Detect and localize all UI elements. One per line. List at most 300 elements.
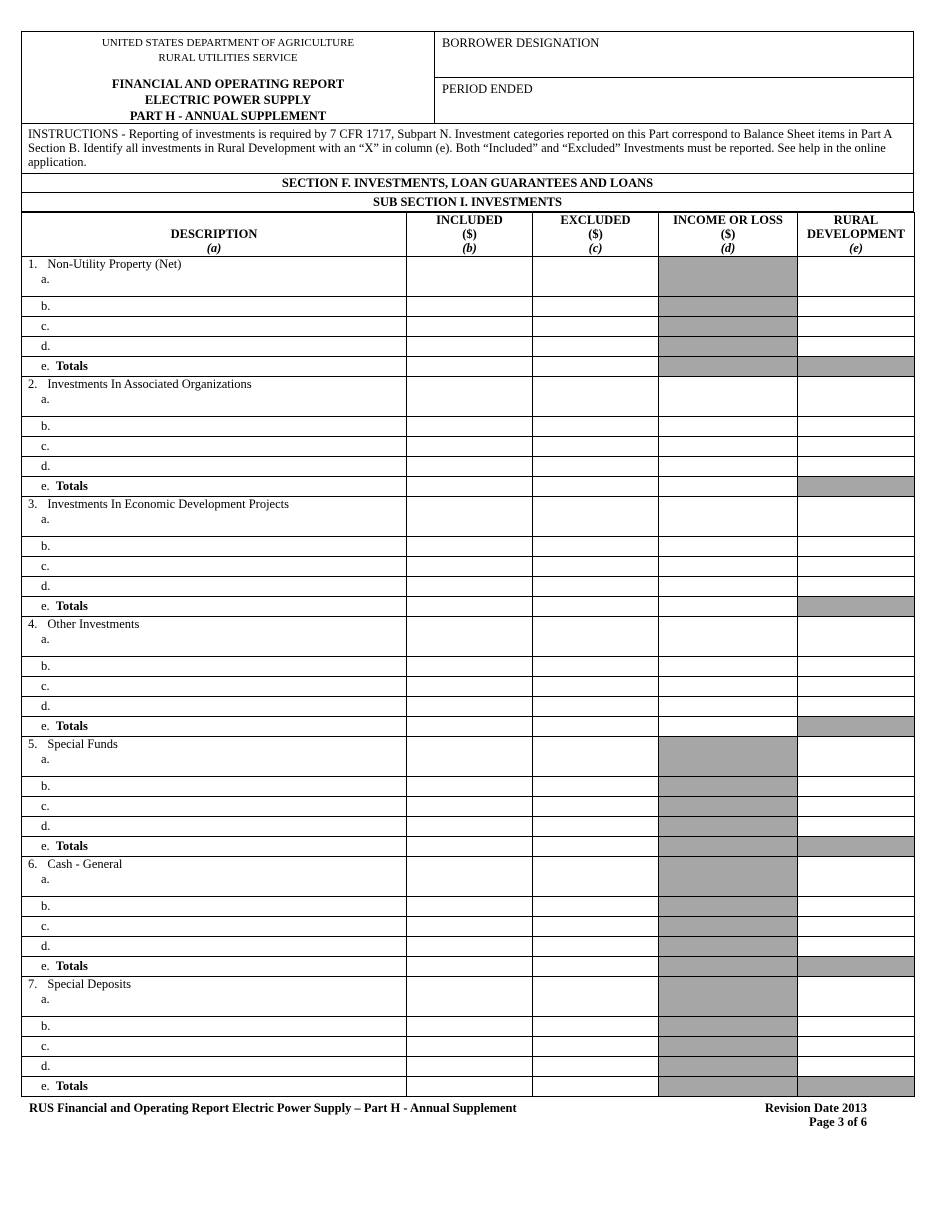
rural-input-cell[interactable] xyxy=(798,937,915,957)
table-row xyxy=(22,817,915,837)
table-row xyxy=(22,457,915,477)
group-title-text: Non-Utility Property (Net) xyxy=(47,257,182,271)
investments-table xyxy=(21,212,915,1097)
income-input-cell[interactable] xyxy=(659,597,798,617)
table-row xyxy=(22,897,915,917)
excluded-input-cell[interactable] xyxy=(533,817,659,837)
table-row xyxy=(22,597,915,617)
row-description xyxy=(22,1017,407,1037)
excluded-input-cell[interactable] xyxy=(533,937,659,957)
row-description xyxy=(22,557,407,577)
rural-input-cell[interactable] xyxy=(798,857,915,897)
included-input-cell[interactable] xyxy=(407,557,533,577)
rural-input-cell[interactable] xyxy=(798,317,915,337)
period-ended-field[interactable] xyxy=(435,78,913,123)
income-input-cell[interactable] xyxy=(659,417,798,437)
included-input-cell[interactable] xyxy=(407,957,533,977)
row-letter: b. xyxy=(41,779,51,793)
rural-input-cell[interactable] xyxy=(798,677,915,697)
rural-input-cell[interactable] xyxy=(798,417,915,437)
included-input-cell[interactable] xyxy=(407,817,533,837)
excluded-input-cell[interactable] xyxy=(533,317,659,337)
row-description xyxy=(22,937,407,957)
excluded-input-cell[interactable] xyxy=(533,497,659,537)
table-row xyxy=(22,1077,915,1097)
group-number: 2. xyxy=(28,377,38,391)
rural-input-cell[interactable] xyxy=(798,697,915,717)
excluded-input-cell[interactable] xyxy=(533,857,659,897)
rural-input-cell[interactable] xyxy=(798,1057,915,1077)
income-cell-shaded xyxy=(659,1017,798,1037)
col-income-unit: ($) xyxy=(720,227,736,241)
row-letter: e. xyxy=(41,479,50,493)
row-letter: c. xyxy=(41,919,50,933)
row-letter: e. xyxy=(41,959,50,973)
excluded-input-cell[interactable] xyxy=(533,677,659,697)
excluded-input-cell[interactable] xyxy=(533,1077,659,1097)
group-title-text: Other Investments xyxy=(47,617,140,631)
included-input-cell[interactable] xyxy=(407,1037,533,1057)
row-letter-line xyxy=(22,557,406,575)
excluded-input-cell[interactable] xyxy=(533,837,659,857)
page-footer xyxy=(29,1101,867,1129)
included-input-cell[interactable] xyxy=(407,497,533,537)
rural-input-cell[interactable] xyxy=(798,537,915,557)
group-title xyxy=(22,377,406,392)
row-letter-line xyxy=(22,1077,406,1095)
rural-cell-shaded xyxy=(798,717,915,737)
table-row xyxy=(22,317,915,337)
rural-input-cell[interactable] xyxy=(798,617,915,657)
form-title-block xyxy=(22,32,435,123)
excluded-input-cell[interactable] xyxy=(533,457,659,477)
excluded-input-cell[interactable] xyxy=(533,577,659,597)
group-title xyxy=(22,497,406,512)
table-row xyxy=(22,717,915,737)
included-input-cell[interactable] xyxy=(407,717,533,737)
row-letter: a. xyxy=(41,872,50,886)
income-cell-shaded xyxy=(659,257,798,297)
row-letter-line xyxy=(22,457,406,475)
included-input-cell[interactable] xyxy=(407,577,533,597)
excluded-input-cell[interactable] xyxy=(533,797,659,817)
table-row xyxy=(22,677,915,697)
group-title xyxy=(22,977,406,992)
rural-cell-shaded xyxy=(798,1077,915,1097)
col-excluded-sub: (c) xyxy=(588,241,603,255)
group-number: 7. xyxy=(28,977,38,991)
agency-name xyxy=(22,36,434,66)
group-title-text: Special Deposits xyxy=(47,977,132,991)
col-description-header xyxy=(22,213,407,257)
included-input-cell[interactable] xyxy=(407,377,533,417)
row-description xyxy=(22,497,407,537)
included-input-cell[interactable] xyxy=(407,317,533,337)
included-input-cell[interactable] xyxy=(407,697,533,717)
included-input-cell[interactable] xyxy=(407,537,533,557)
income-input-cell[interactable] xyxy=(659,437,798,457)
income-cell-shaded xyxy=(659,857,798,897)
included-input-cell[interactable] xyxy=(407,257,533,297)
included-input-cell[interactable] xyxy=(407,937,533,957)
excluded-input-cell[interactable] xyxy=(533,957,659,977)
row-description xyxy=(22,597,407,617)
income-cell-shaded xyxy=(659,817,798,837)
row-description xyxy=(22,717,407,737)
row-letter: e. xyxy=(41,359,50,373)
included-input-cell[interactable] xyxy=(407,917,533,937)
col-income-header xyxy=(659,213,798,257)
title-line-2: ELECTRIC POWER SUPPLY xyxy=(144,93,312,107)
income-cell-shaded xyxy=(659,917,798,937)
rural-input-cell[interactable] xyxy=(798,257,915,297)
excluded-input-cell[interactable] xyxy=(533,1037,659,1057)
included-input-cell[interactable] xyxy=(407,977,533,1017)
rural-cell-shaded xyxy=(798,597,915,617)
borrower-designation-label: BORROWER DESIGNATION xyxy=(442,36,600,50)
income-input-cell[interactable] xyxy=(659,697,798,717)
row-description xyxy=(22,577,407,597)
income-cell-shaded xyxy=(659,1077,798,1097)
col-excluded-unit: ($) xyxy=(588,227,603,241)
group-title-text: Cash - General xyxy=(47,857,123,871)
agency-line-2: RURAL UTILITIES SERVICE xyxy=(158,52,298,64)
table-row xyxy=(22,837,915,857)
row-description xyxy=(22,817,407,837)
row-letter: c. xyxy=(41,679,50,693)
group-number: 4. xyxy=(28,617,38,631)
row-letter: c. xyxy=(41,319,50,333)
included-input-cell[interactable] xyxy=(407,477,533,497)
included-input-cell[interactable] xyxy=(407,617,533,657)
excluded-input-cell[interactable] xyxy=(533,297,659,317)
row-description xyxy=(22,1057,407,1077)
col-income-sub: (d) xyxy=(720,241,736,255)
rural-input-cell[interactable] xyxy=(798,1037,915,1057)
col-rural-sub: (e) xyxy=(849,241,863,255)
row-letter-line xyxy=(22,417,406,435)
row-description xyxy=(22,537,407,557)
income-cell-shaded xyxy=(659,977,798,1017)
rural-input-cell[interactable] xyxy=(798,777,915,797)
row-letter-line xyxy=(22,597,406,615)
row-letter-line xyxy=(22,1037,406,1055)
table-row xyxy=(22,337,915,357)
table-row xyxy=(22,777,915,797)
row-description xyxy=(22,797,407,817)
excluded-input-cell[interactable] xyxy=(533,437,659,457)
rural-input-cell[interactable] xyxy=(798,817,915,837)
included-input-cell[interactable] xyxy=(407,677,533,697)
excluded-input-cell[interactable] xyxy=(533,1017,659,1037)
excluded-input-cell[interactable] xyxy=(533,977,659,1017)
col-rural-header xyxy=(798,213,915,257)
excluded-input-cell[interactable] xyxy=(533,597,659,617)
investments-body xyxy=(22,257,915,1097)
rural-input-cell[interactable] xyxy=(798,917,915,937)
row-letter: e. xyxy=(41,719,50,733)
table-row xyxy=(22,1057,915,1077)
excluded-input-cell[interactable] xyxy=(533,617,659,657)
row-description xyxy=(22,297,407,317)
row-description xyxy=(22,897,407,917)
row-letter: b. xyxy=(41,539,51,553)
included-input-cell[interactable] xyxy=(407,837,533,857)
income-input-cell[interactable] xyxy=(659,497,798,537)
row-letter-line xyxy=(22,697,406,715)
row-description xyxy=(22,377,407,417)
income-cell-shaded xyxy=(659,337,798,357)
income-cell-shaded xyxy=(659,1037,798,1057)
income-input-cell[interactable] xyxy=(659,477,798,497)
row-letter-line xyxy=(22,1017,406,1035)
rural-input-cell[interactable] xyxy=(798,557,915,577)
row-letter-line xyxy=(22,937,406,955)
row-description xyxy=(22,657,407,677)
row-letter-line xyxy=(22,357,406,375)
income-cell-shaded xyxy=(659,957,798,977)
income-cell-shaded xyxy=(659,1057,798,1077)
totals-label: Totals xyxy=(55,719,88,733)
excluded-input-cell[interactable] xyxy=(533,737,659,777)
title-line-1: FINANCIAL AND OPERATING REPORT xyxy=(111,77,345,91)
excluded-input-cell[interactable] xyxy=(533,897,659,917)
totals-label: Totals xyxy=(55,359,88,373)
row-letter: d. xyxy=(41,459,51,473)
footer-right xyxy=(765,1101,867,1129)
col-included-header xyxy=(407,213,533,257)
col-included-label: INCLUDED xyxy=(436,213,503,227)
excluded-input-cell[interactable] xyxy=(533,477,659,497)
form-header xyxy=(21,31,914,124)
excluded-input-cell[interactable] xyxy=(533,697,659,717)
excluded-input-cell[interactable] xyxy=(533,917,659,937)
row-letter-line xyxy=(22,717,406,735)
row-letter: e. xyxy=(41,1079,50,1093)
table-row xyxy=(22,497,915,537)
row-description xyxy=(22,737,407,777)
table-row xyxy=(22,357,915,377)
row-letter-line xyxy=(22,917,406,935)
included-input-cell[interactable] xyxy=(407,857,533,897)
income-input-cell[interactable] xyxy=(659,677,798,697)
row-letter: d. xyxy=(41,579,51,593)
table-row xyxy=(22,477,915,497)
row-letter: a. xyxy=(41,392,50,406)
excluded-input-cell[interactable] xyxy=(533,337,659,357)
group-title xyxy=(22,617,406,632)
table-row xyxy=(22,657,915,677)
row-letter: a. xyxy=(41,752,50,766)
included-input-cell[interactable] xyxy=(407,657,533,677)
table-row xyxy=(22,577,915,597)
excluded-input-cell[interactable] xyxy=(533,557,659,577)
instructions: INSTRUCTIONS - Reporting of investments is required by 7 CFR 1717, Subpart N. Investment categories reported on this Part correspond to Balance Sheet items in Part A Section B. Identify all investments in Rural Development with an “X” in column (e). Both “Included” and “Excluded” Investments must be reported. See help in the online application. xyxy=(21,124,914,174)
row-letter: d. xyxy=(41,1059,51,1073)
table-row xyxy=(22,697,915,717)
row-description xyxy=(22,357,407,377)
title-line-3: PART H - ANNUAL SUPPLEMENT xyxy=(129,109,327,123)
included-input-cell[interactable] xyxy=(407,357,533,377)
income-input-cell[interactable] xyxy=(659,617,798,657)
row-letter: a. xyxy=(41,632,50,646)
row-letter: b. xyxy=(41,1019,51,1033)
row-letter: a. xyxy=(41,512,50,526)
row-letter-line xyxy=(22,677,406,695)
totals-label: Totals xyxy=(55,599,88,613)
row-letter: c. xyxy=(41,439,50,453)
income-input-cell[interactable] xyxy=(659,377,798,417)
included-input-cell[interactable] xyxy=(407,737,533,777)
excluded-input-cell[interactable] xyxy=(533,657,659,677)
rural-cell-shaded xyxy=(798,837,915,857)
income-cell-shaded xyxy=(659,297,798,317)
table-row xyxy=(22,1017,915,1037)
rural-input-cell[interactable] xyxy=(798,657,915,677)
excluded-input-cell[interactable] xyxy=(533,257,659,297)
row-letter-line xyxy=(22,817,406,835)
included-input-cell[interactable] xyxy=(407,457,533,477)
included-input-cell[interactable] xyxy=(407,437,533,457)
rural-cell-shaded xyxy=(798,957,915,977)
included-input-cell[interactable] xyxy=(407,297,533,317)
rural-input-cell[interactable] xyxy=(798,497,915,537)
income-cell-shaded xyxy=(659,737,798,777)
row-letter-line xyxy=(22,837,406,855)
rural-input-cell[interactable] xyxy=(798,337,915,357)
included-input-cell[interactable] xyxy=(407,337,533,357)
excluded-input-cell[interactable] xyxy=(533,417,659,437)
borrower-designation-field[interactable] xyxy=(435,32,913,78)
footer-form-name: RUS Financial and Operating Report Electric Power Supply – Part H - Annual Supplement xyxy=(29,1101,517,1115)
table-row xyxy=(22,437,915,457)
col-excluded-header xyxy=(533,213,659,257)
row-letter-line xyxy=(22,477,406,495)
row-description xyxy=(22,857,407,897)
excluded-input-cell[interactable] xyxy=(533,357,659,377)
income-cell-shaded xyxy=(659,777,798,797)
row-letter-line xyxy=(22,957,406,975)
row-description xyxy=(22,777,407,797)
included-input-cell[interactable] xyxy=(407,597,533,617)
group-title-text: Investments In Associated Organizations xyxy=(47,377,252,391)
row-letter: b. xyxy=(41,419,51,433)
rural-input-cell[interactable] xyxy=(798,737,915,777)
income-cell-shaded xyxy=(659,897,798,917)
income-input-cell[interactable] xyxy=(659,557,798,577)
table-row xyxy=(22,257,915,297)
rural-input-cell[interactable] xyxy=(798,897,915,917)
col-income-label: INCOME OR LOSS xyxy=(673,213,783,227)
income-cell-shaded xyxy=(659,357,798,377)
excluded-input-cell[interactable] xyxy=(533,537,659,557)
period-ended-label: PERIOD ENDED xyxy=(442,82,533,96)
table-row xyxy=(22,957,915,977)
form-title xyxy=(22,76,434,124)
excluded-input-cell[interactable] xyxy=(533,377,659,417)
excluded-input-cell[interactable] xyxy=(533,777,659,797)
row-letter: b. xyxy=(41,899,51,913)
row-description xyxy=(22,617,407,657)
row-letter-line xyxy=(22,297,406,315)
row-letter-line xyxy=(22,537,406,555)
col-included-unit: ($) xyxy=(462,227,477,241)
income-cell-shaded xyxy=(659,937,798,957)
row-letter: c. xyxy=(41,1039,50,1053)
section-title: SECTION F. INVESTMENTS, LOAN GUARANTEES AND LOANS xyxy=(21,174,914,193)
group-title xyxy=(22,737,406,752)
included-input-cell[interactable] xyxy=(407,897,533,917)
included-input-cell[interactable] xyxy=(407,797,533,817)
group-title xyxy=(22,257,406,272)
included-input-cell[interactable] xyxy=(407,1077,533,1097)
row-description xyxy=(22,417,407,437)
row-letter-line xyxy=(22,657,406,675)
row-description xyxy=(22,1037,407,1057)
rural-input-cell[interactable] xyxy=(798,577,915,597)
row-description xyxy=(22,697,407,717)
col-description-sub: (a) xyxy=(206,241,222,255)
totals-label: Totals xyxy=(55,1079,88,1093)
included-input-cell[interactable] xyxy=(407,777,533,797)
included-input-cell[interactable] xyxy=(407,1057,533,1077)
income-cell-shaded xyxy=(659,837,798,857)
income-input-cell[interactable] xyxy=(659,457,798,477)
row-letter: d. xyxy=(41,939,51,953)
row-letter: c. xyxy=(41,559,50,573)
rural-input-cell[interactable] xyxy=(798,457,915,477)
rural-input-cell[interactable] xyxy=(798,297,915,317)
row-description xyxy=(22,957,407,977)
income-cell-shaded xyxy=(659,317,798,337)
rural-input-cell[interactable] xyxy=(798,977,915,1017)
income-input-cell[interactable] xyxy=(659,577,798,597)
row-letter: d. xyxy=(41,699,51,713)
row-description xyxy=(22,257,407,297)
included-input-cell[interactable] xyxy=(407,1017,533,1037)
income-input-cell[interactable] xyxy=(659,537,798,557)
row-description xyxy=(22,677,407,697)
table-row xyxy=(22,417,915,437)
group-title xyxy=(22,857,406,872)
rural-input-cell[interactable] xyxy=(798,377,915,417)
table-row xyxy=(22,557,915,577)
excluded-input-cell[interactable] xyxy=(533,717,659,737)
income-input-cell[interactable] xyxy=(659,657,798,677)
table-row xyxy=(22,737,915,777)
row-letter: a. xyxy=(41,992,50,1006)
row-description xyxy=(22,437,407,457)
table-header-row xyxy=(22,213,915,257)
group-number: 1. xyxy=(28,257,38,271)
header-fields xyxy=(435,32,913,123)
rural-input-cell[interactable] xyxy=(798,437,915,457)
excluded-input-cell[interactable] xyxy=(533,1057,659,1077)
included-input-cell[interactable] xyxy=(407,417,533,437)
totals-label: Totals xyxy=(55,839,88,853)
agency-line-1: UNITED STATES DEPARTMENT OF AGRICULTURE xyxy=(101,37,355,49)
row-letter-line xyxy=(22,577,406,595)
group-number: 6. xyxy=(28,857,38,871)
group-number: 3. xyxy=(28,497,38,511)
rural-cell-shaded xyxy=(798,477,915,497)
rural-input-cell[interactable] xyxy=(798,797,915,817)
rural-input-cell[interactable] xyxy=(798,1017,915,1037)
row-letter: b. xyxy=(41,299,51,313)
rural-cell-shaded xyxy=(798,357,915,377)
form-page xyxy=(21,31,914,1097)
income-input-cell[interactable] xyxy=(659,717,798,737)
